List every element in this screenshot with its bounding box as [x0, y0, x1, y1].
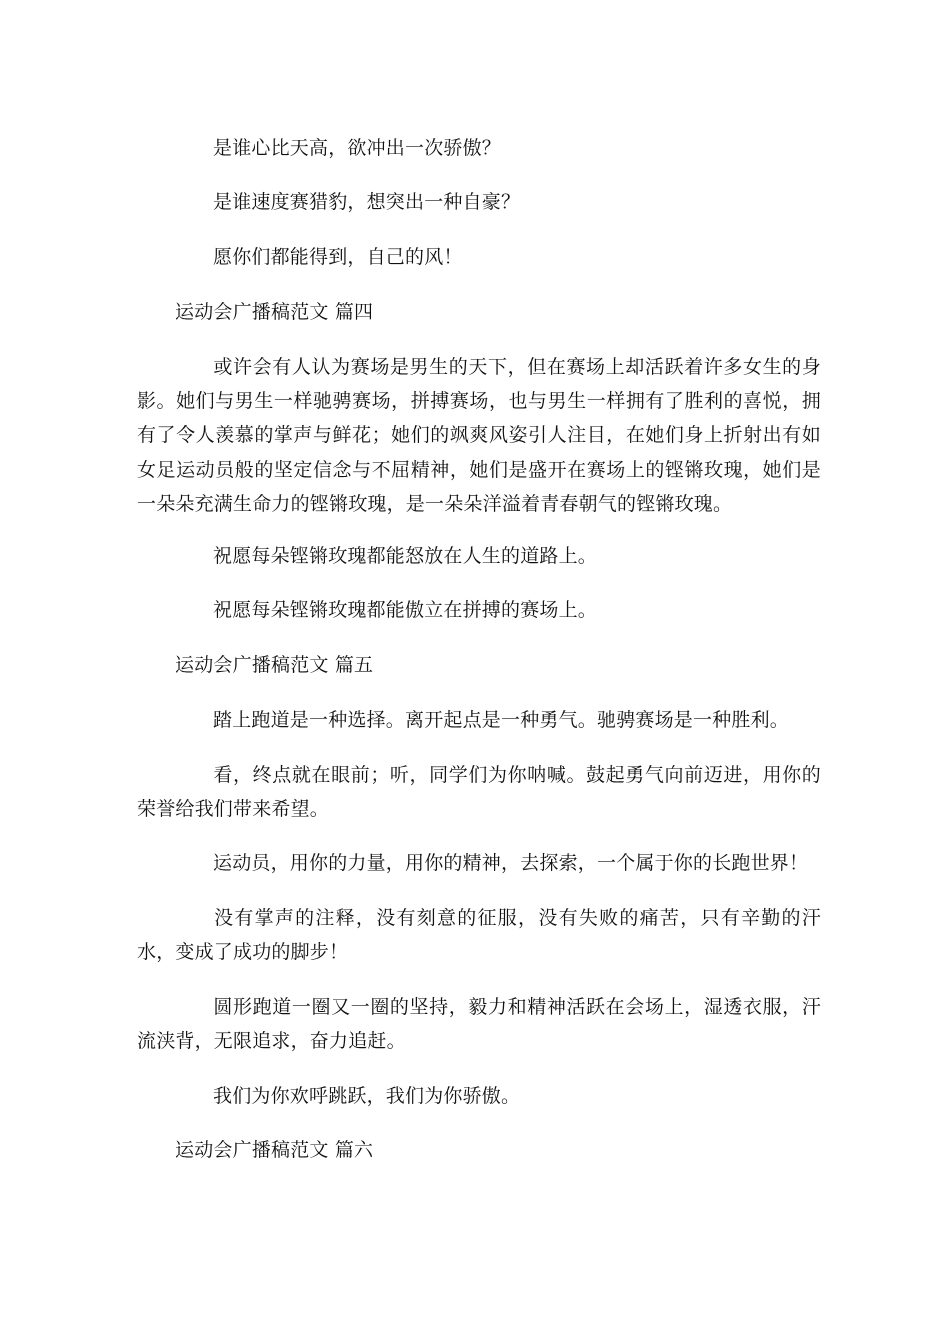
paragraph: 是谁速度赛猎豹，想突出一种自豪？ [213, 191, 521, 213]
paragraph [137, 350, 821, 521]
section-heading: 运动会广播稿范文 篇六 [175, 1139, 374, 1161]
section-heading: 运动会广播稿范文 篇四 [175, 301, 374, 323]
section-heading: 运动会广播稿范文 篇五 [175, 654, 374, 676]
paragraph [137, 758, 821, 826]
paragraph: 运动员，用你的力量，用你的精神，去探索，一个属于你的长跑世界！ [213, 852, 809, 874]
paragraph-text: 看，终点就在眼前；听，同学们为你呐喊。鼓起勇气向前迈进，用你的荣誉给我们带来希望。 [137, 764, 821, 821]
paragraph [137, 990, 821, 1058]
paragraph-text: 或许会有人认为赛场是男生的天下，但在赛场上却活跃着许多女生的身影。她们与男生一样驰骋赛场，拼搏赛场，也与男生一样拥有了胜利的喜悦，拥有了令人羡慕的掌声与鲜花；她们的飒爽风姿引人注目，在她们身上折射出有如女足运动员般的坚定信念与不屈精神，她们是盛开在赛场上的铿锵玫瑰，她们是一朵朵充满生命力的铿锵玫瑰，是一朵朵洋溢着青春朝气的铿锵玫瑰。 [137, 356, 821, 515]
paragraph [137, 901, 821, 969]
paragraph: 祝愿每朵铿锵玫瑰都能傲立在拼搏的赛场上。 [213, 599, 598, 621]
paragraph: 祝愿每朵铿锵玫瑰都能怒放在人生的道路上。 [213, 545, 598, 567]
paragraph-text: 没有掌声的注释，没有刻意的征服，没有失败的痛苦，只有辛勤的汗水，变成了成功的脚步！ [137, 907, 821, 964]
paragraph-text: 圆形跑道一圈又一圈的坚持，毅力和精神活跃在会场上，湿透衣服，汗流浃背，无限追求，奋力追赶。 [137, 996, 821, 1053]
paragraph: 是谁心比天高，欲冲出一次骄傲？ [213, 137, 502, 159]
paragraph: 踏上跑道是一种选择。离开起点是一种勇气。驰骋赛场是一种胜利。 [213, 709, 790, 731]
paragraph: 愿你们都能得到，自己的风！ [213, 246, 463, 268]
paragraph: 我们为你欢呼跳跃，我们为你骄傲。 [213, 1085, 521, 1107]
